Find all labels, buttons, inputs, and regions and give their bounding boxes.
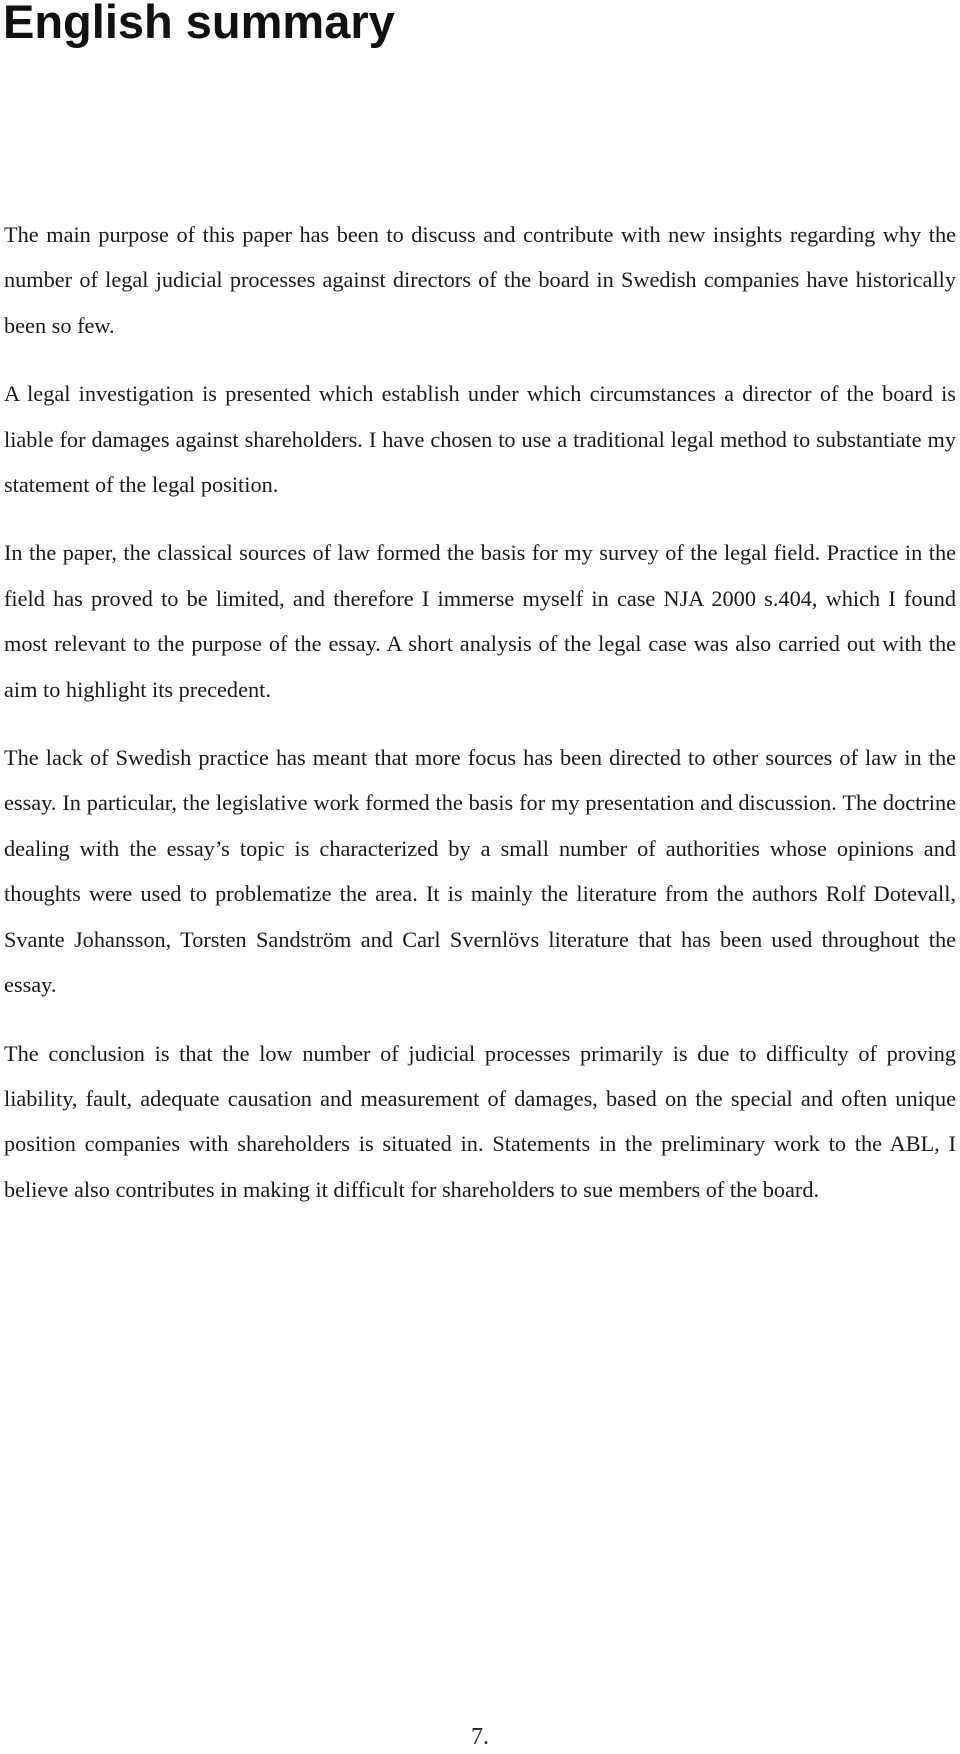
summary-body	[4, 212, 956, 1235]
page-number: 7.	[471, 1724, 489, 1750]
paragraph-practice: The lack of Swedish practice has meant that more focus has been directed to other sources of law in the essay. In particular, the legislative work formed the basis for my presentation and discussion. The doctrine dealing with the essay’s topic is characterized by a small number of authorities whose opinions and thoughts were used to problematize the area. It is mainly the literature from the authors Rolf Dotevall, Svante Johansson, Torsten Sandström and Carl Svernlövs literature that has been used throughout the essay.	[4, 745, 956, 998]
paragraph-purpose: The main purpose of this paper has been to discuss and contribute with new insights regarding why the number of legal judicial processes against directors of the board in Swedish companies have historically been so few.	[4, 222, 956, 338]
paragraph-conclusion: The conclusion is that the low number of judicial processes primarily is due to difficulty of proving liability, fault, adequate causation and measurement of damages, based on the special and often unique position companies with shareholders is situated in. Statements in the preliminary work to the ABL, I believe also contributes in making it difficult for shareholders to sue members of the board.	[4, 1040, 956, 1202]
page-title: English summary	[3, 0, 395, 48]
paragraph-investigation: A legal investigation is presented which establish under which circumstances a director of the board is liable for damages against shareholders. I have chosen to use a traditional legal method to substantiate my statement of the legal position.	[4, 381, 956, 498]
paragraph-sources: In the paper, the classical sources of law formed the basis for my survey of the legal field. Practice in the field has proved to be limited, and therefore I immerse myself in case NJA 2000 s.404, which I found most relevant to the purpose of the essay. A short analysis of the legal case was also carried out with the aim to highlight its precedent.	[4, 540, 956, 702]
